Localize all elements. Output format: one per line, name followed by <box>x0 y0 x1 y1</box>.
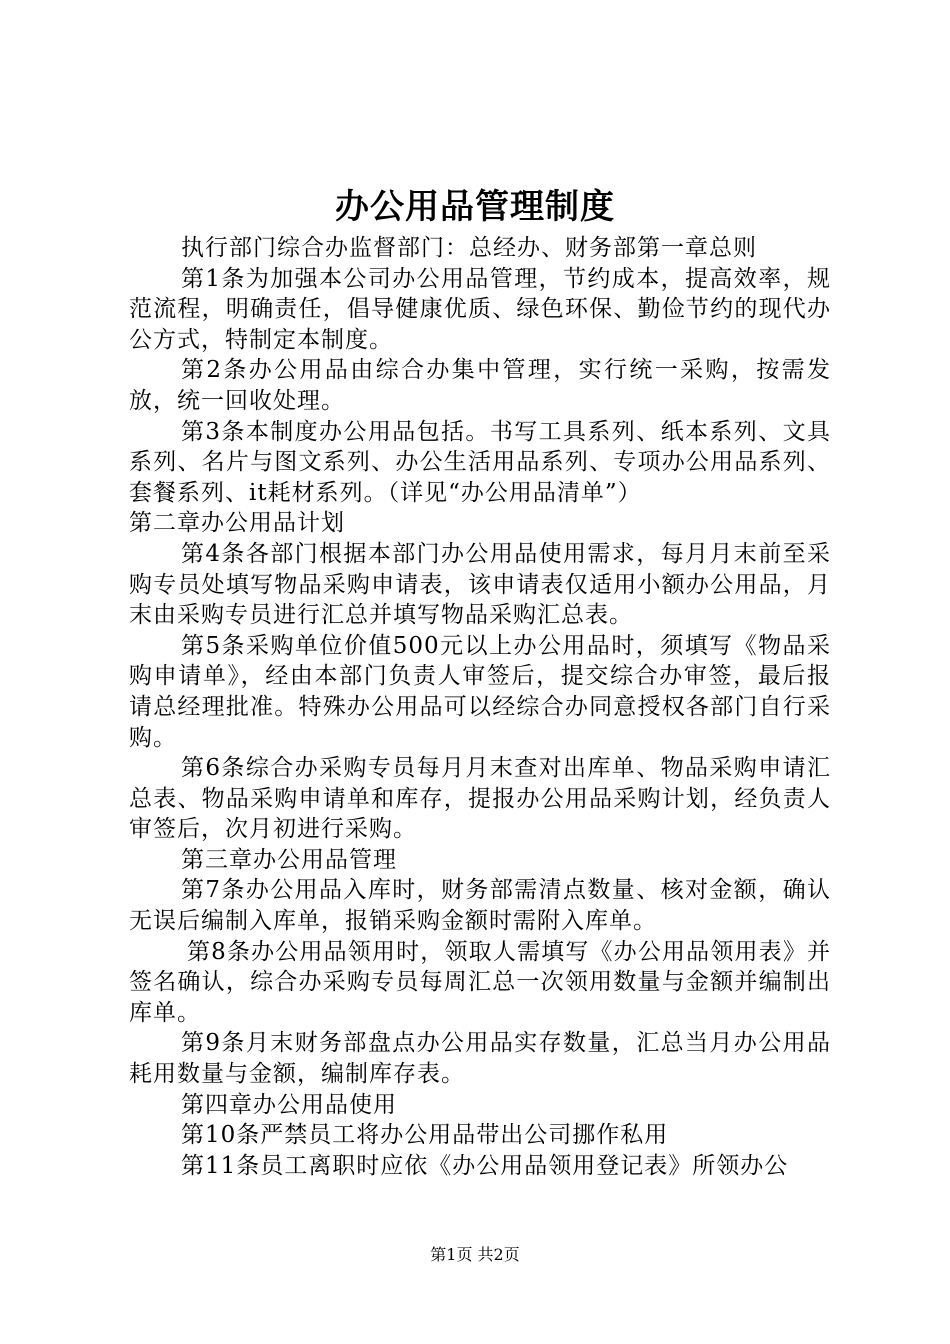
chapter-heading-2: 第二章办公用品计划 <box>129 510 345 537</box>
paragraph-article-1: 第1条为加强本公司办公用品管理，节约成本，提高效率，规范流程，明确责任，倡导健康优质、绿色环保、勤俭节约的现代办公方式，特制定本制度。 <box>129 265 831 353</box>
page-number-footer: 第1页 共2页 <box>430 1245 520 1264</box>
paragraph-article-6: 第6条综合办采购专员每月月末查对出库单、物品采购申请汇总表、物品采购申请单和库存，提报办公用品采购计划，经负责人审签后，次月初进行采购。 <box>129 755 831 843</box>
paragraph-article-9: 第9条月末财务部盘点办公用品实存数量，汇总当月办公用品耗用数量与金额，编制库存表。 <box>129 1030 831 1088</box>
document-body <box>129 233 831 1181</box>
paragraph-article-5: 第5条采购单位价值500元以上办公用品时，须填写《物品采购申请单》，经由本部门负责人审签后，提交综合办审签，最后报请总经理批准。特殊办公用品可以经综合办同意授权各部门自行采购。 <box>129 632 831 751</box>
paragraph-article-3: 第3条本制度办公用品包括。书写工具系列、纸本系列、文具系列、名片与图文系列、办公生活用品系列、专项办公用品系列、套餐系列、it耗材系列。（详见“办公用品清单”） <box>129 418 831 506</box>
paragraph-article-8: 第8条办公用品领用时，领取人需填写《办公用品领用表》并签名确认，综合办采购专员每周汇总一次领用数量与金额并编制出库单。 <box>129 938 831 1026</box>
chapter-heading-4: 第四章办公用品使用 <box>181 1091 397 1118</box>
paragraph-article-10: 第10条严禁员工将办公用品带出公司挪作私用 <box>181 1122 669 1149</box>
document-title: 办公用品管理制度 <box>335 187 615 227</box>
paragraph-article-2: 第2条办公用品由综合办集中管理，实行统一采购，按需发放，统一回收处理。 <box>129 357 831 414</box>
paragraph-header-info: 执行部门综合办监督部门：总经办、财务部第一章总则 <box>181 235 757 261</box>
paragraph-article-11: 第11条员工离职时应依《办公用品领用登记表》所领办公 <box>181 1152 789 1179</box>
chapter-heading-3: 第三章办公用品管理 <box>181 846 397 873</box>
paragraph-article-7: 第7条办公用品入库时，财务部需清点数量、核对金额，确认无误后编制入库单，报销采购金额时需附入库单。 <box>129 877 831 935</box>
paragraph-article-4: 第4条各部门根据本部门办公用品使用需求，每月月末前至采购专员处填写物品采购申请表，该申请表仅适用小额办公用品，月末由采购专员进行汇总并填写物品采购汇总表。 <box>129 540 831 629</box>
